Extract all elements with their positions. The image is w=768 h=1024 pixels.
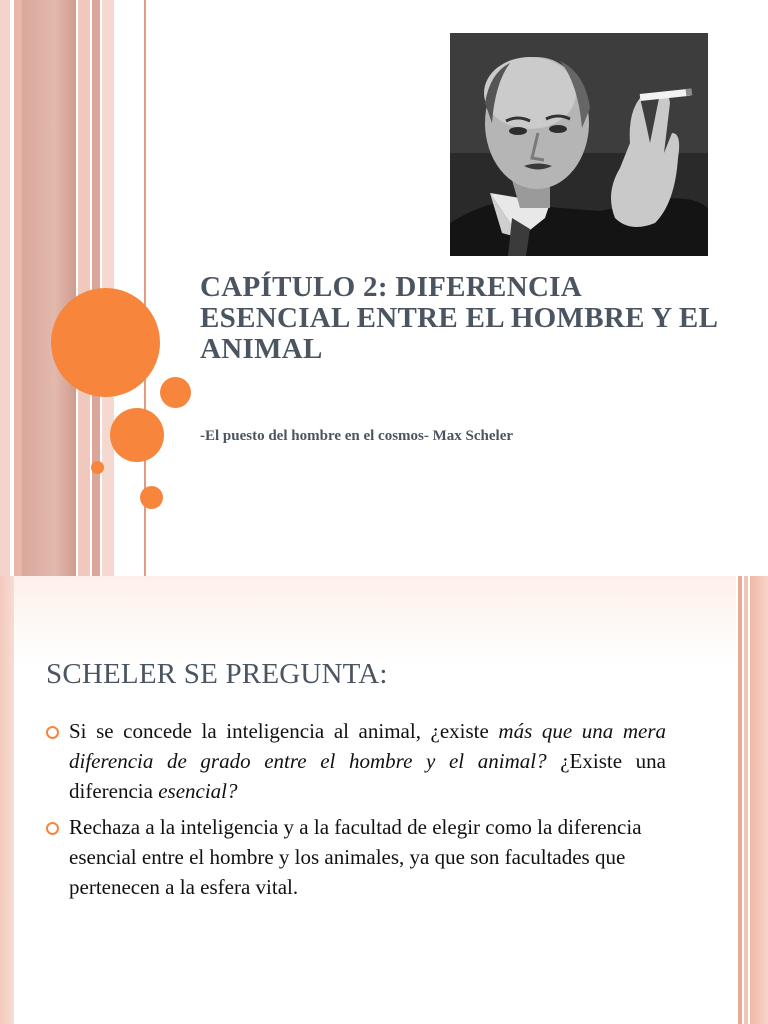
slide-2: [0, 576, 768, 1024]
decorative-stripe: [750, 576, 768, 1024]
portrait-image: [450, 33, 708, 256]
bullet-list: [46, 716, 666, 908]
decorative-circle: [110, 408, 164, 462]
portrait-photo: [450, 33, 708, 256]
decorative-circle: [160, 377, 191, 408]
decorative-circle: [140, 486, 163, 509]
decorative-stripe: [0, 576, 14, 1024]
decorative-stripe: [22, 0, 76, 576]
decorative-stripe: [14, 0, 22, 576]
bullet-item: [46, 716, 666, 806]
decorative-stripe: [0, 0, 10, 576]
slide-subtitle: -El puesto del hombre en el cosmos- Max Scheler: [200, 428, 514, 444]
bullet-text: Si se concede la inteligencia al animal, ¿existe: [69, 719, 499, 743]
bullet-text-italic: más que una mera diferencia de grado entre el hombre y el animal?: [69, 719, 666, 773]
bullet-circle-icon: [46, 726, 59, 739]
bullet-item: [46, 812, 666, 902]
slide-title: CAPÍTULO 2: DIFERENCIA ESENCIAL ENTRE EL HOMBRE Y EL ANIMAL: [200, 271, 717, 365]
decorative-stripe: [78, 0, 90, 576]
bullet-text: ¿Existe una diferencia: [69, 749, 666, 803]
decorative-stripe: [738, 576, 742, 1024]
bullet-text: Rechaza a la inteligencia y a la facultad de elegir como la diferencia esencial entre el hombre y los animales, ya que son facultades que pertenecen a la esfera vital.: [69, 815, 642, 899]
decorative-stripe: [744, 576, 748, 1024]
bullet-circle-icon: [46, 822, 59, 835]
decorative-circle-small: [91, 461, 104, 474]
bullet-text-italic: esencial?: [158, 779, 238, 803]
decorative-circle-large: [51, 288, 160, 397]
slide-title: SCHELER SE PREGUNTA:: [46, 658, 388, 690]
